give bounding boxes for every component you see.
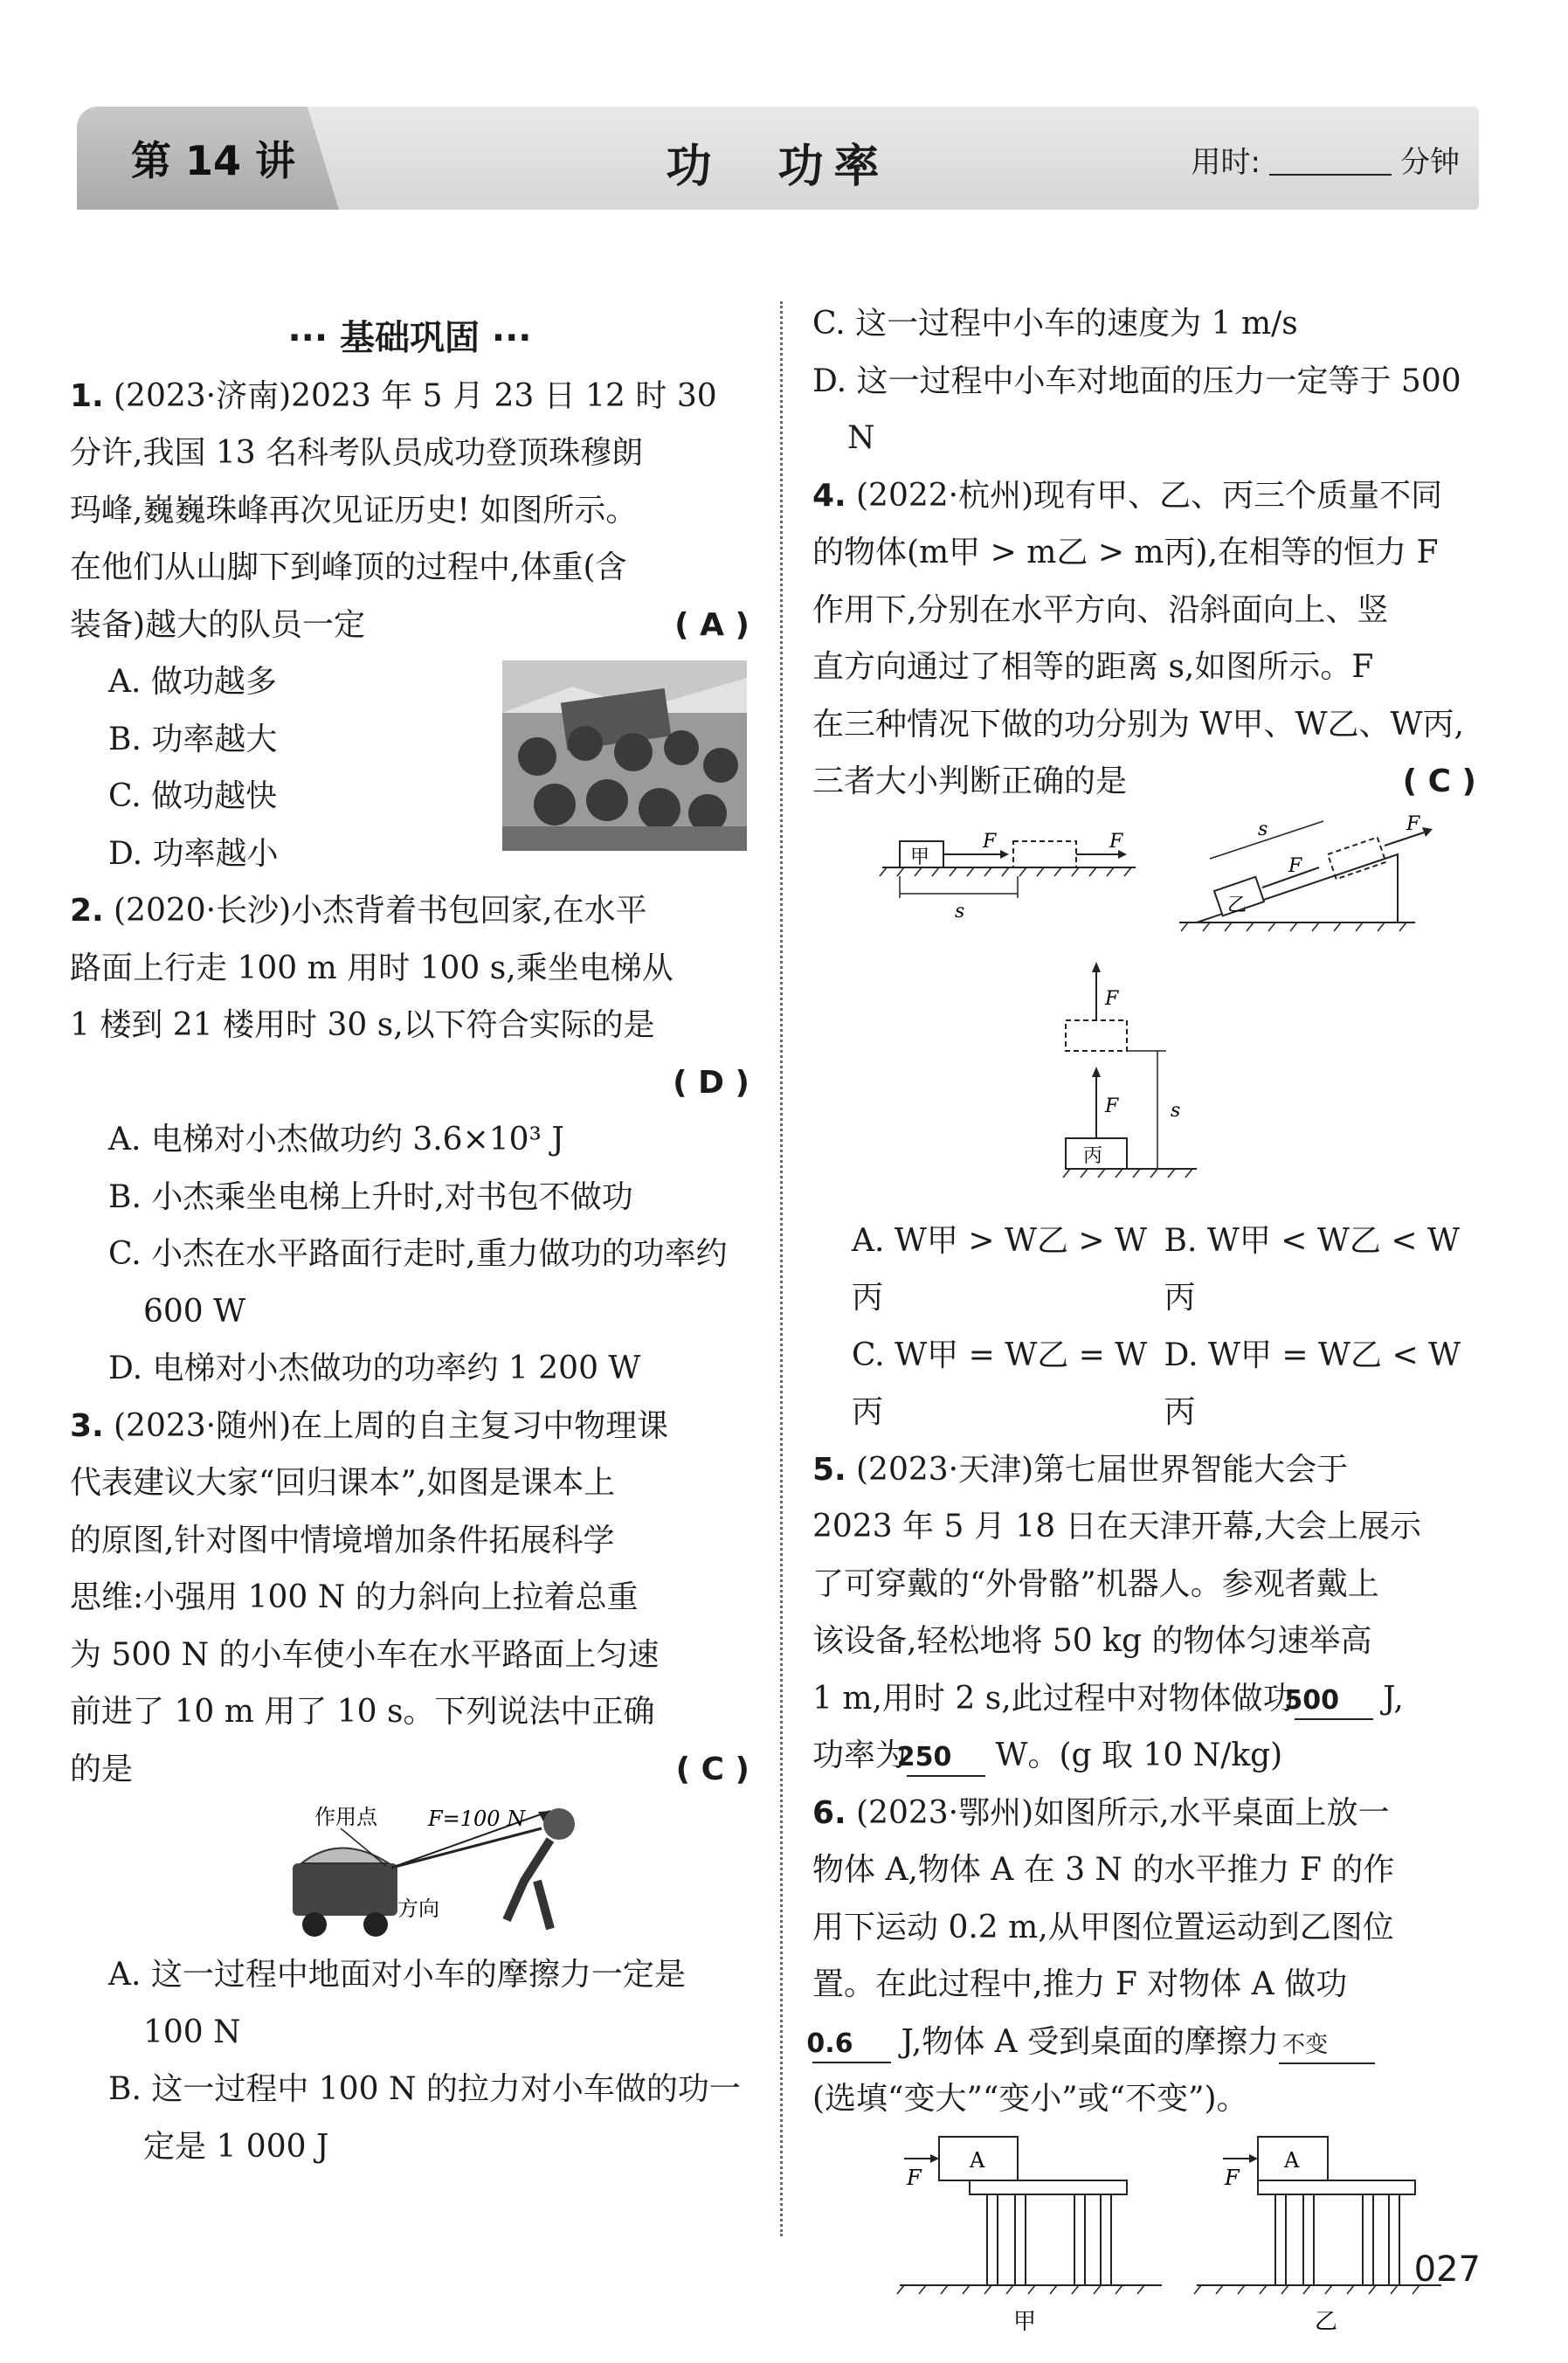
question-number: 1. bbox=[70, 377, 104, 414]
question-text: 玛峰,巍巍珠峰再次见证历史! 如图所示。 bbox=[70, 492, 638, 529]
question-text: 为 500 N 的小车使小车在水平路面上匀速 bbox=[70, 1636, 660, 1673]
option-c[interactable]: C. 做功越快 bbox=[108, 778, 278, 814]
question-text: (选填“变大”“变小”或“不变”)。 bbox=[812, 2081, 1248, 2117]
question-text: (2023·随州)在上周的自主复习中物理课 bbox=[114, 1407, 669, 1444]
question-text: 该设备,轻松地将 50 kg 的物体匀速举高 bbox=[812, 1623, 1372, 1659]
question-text: J,物体 A 受到桌面的摩擦力 bbox=[891, 2023, 1280, 2060]
fig-label-direction: 方向 bbox=[397, 1897, 439, 1921]
answer-choice: ( C ) bbox=[1402, 763, 1476, 799]
option-a[interactable]: A. W甲 > W乙 > W丙 bbox=[852, 1222, 1147, 1316]
answer-choice: ( D ) bbox=[673, 1064, 749, 1101]
question-text: W。(g 取 10 N/kg) bbox=[985, 1738, 1283, 1773]
label-bing: 丙 bbox=[1083, 1144, 1103, 1167]
label-A: A bbox=[970, 2147, 985, 2173]
question-number: 2. bbox=[70, 893, 104, 929]
answer-choice: ( A ) bbox=[674, 606, 749, 643]
question-text: 1 楼到 21 楼用时 30 s,以下符合实际的是 bbox=[70, 1007, 655, 1043]
option-b[interactable]: B. 小杰乘坐电梯上升时,对书包不做功 bbox=[108, 1178, 633, 1215]
label-jia: 甲 bbox=[1013, 2308, 1037, 2335]
option-c[interactable]: C. 这一过程中小车的速度为 1 m/s bbox=[812, 306, 1298, 342]
label-F: F bbox=[1288, 854, 1302, 877]
question-text: 1 m,用时 2 s,此过程中对物体做功 bbox=[812, 1680, 1295, 1717]
label-jia: 甲 bbox=[910, 846, 930, 868]
question-text: (2020·长沙)小杰背着书包回家,在水平 bbox=[114, 893, 647, 929]
question-number: 5. bbox=[812, 1451, 846, 1488]
right-column bbox=[806, 295, 1476, 2338]
label-s: s bbox=[1258, 818, 1268, 840]
question-6 bbox=[806, 1785, 1476, 2128]
question-text: 了可穿戴的“外骨骼”机器人。参观者戴上 bbox=[812, 1565, 1379, 1602]
question-text: J, bbox=[1372, 1680, 1404, 1717]
question-text: 思维:小强用 100 N 的力斜向上拉着总重 bbox=[70, 1579, 639, 1615]
time-unit: 分钟 bbox=[1400, 145, 1460, 180]
answer-blank-friction[interactable]: 不变 bbox=[1279, 2028, 1375, 2064]
table-push-figure bbox=[812, 2128, 1476, 2338]
question-text: 用下运动 0.2 m,从甲图位置运动到乙图位 bbox=[812, 1909, 1394, 1945]
question-text: 路面上行走 100 m 用时 100 s,乘坐电梯从 bbox=[70, 950, 673, 986]
answer-blank-power[interactable]: 250 bbox=[907, 1740, 985, 1777]
question-text: 功率为 bbox=[812, 1738, 908, 1773]
time-blank[interactable] bbox=[1269, 174, 1392, 176]
option-c[interactable]: C. 小杰在水平路面行走时,重力做功的功率约 600 W bbox=[108, 1236, 728, 1330]
q6-figure-block bbox=[812, 2128, 1476, 2338]
question-number: 4. bbox=[812, 477, 846, 514]
option-d[interactable]: D. 这一过程中小车对地面的压力一定等于 500 N bbox=[812, 363, 1461, 456]
label-F: F bbox=[983, 830, 997, 853]
q1-options-block bbox=[70, 653, 749, 882]
question-text: (2023·鄂州)如图所示,水平桌面上放一 bbox=[856, 1794, 1390, 1831]
question-3 bbox=[70, 1398, 749, 1799]
question-4 bbox=[812, 467, 1476, 811]
question-text: 三者大小判断正确的是 bbox=[812, 763, 1128, 799]
time-record bbox=[1192, 138, 1460, 181]
question-text: 的物体(m甲 > m乙 > m丙),在相等的恒力 F bbox=[812, 535, 1439, 570]
lesson-header bbox=[77, 107, 1479, 210]
left-column bbox=[70, 310, 749, 2175]
option-d[interactable]: D. 功率越小 bbox=[108, 835, 279, 872]
q3-figure-block bbox=[70, 1798, 749, 1946]
label-A: A bbox=[1284, 2147, 1300, 2173]
question-1 bbox=[70, 368, 749, 654]
q4-options-row-2 bbox=[812, 1327, 1476, 1441]
question-text: 前进了 10 m 用了 10 s。下列说法中正确 bbox=[70, 1694, 655, 1730]
option-c[interactable]: C. W甲 = W乙 = W丙 bbox=[852, 1337, 1148, 1430]
label-yi: 乙 bbox=[1227, 894, 1247, 916]
lesson-title: 功 功率 bbox=[666, 141, 890, 193]
time-label: 用时: bbox=[1191, 145, 1261, 180]
label-F: F bbox=[1109, 830, 1123, 853]
question-text: 的是 bbox=[70, 1751, 134, 1787]
label-F: F bbox=[1406, 812, 1420, 835]
option-a[interactable]: A. 这一过程中地面对小车的摩擦力一定是 100 N bbox=[108, 1957, 686, 2050]
column-divider bbox=[780, 301, 783, 2236]
answer-blank-work[interactable]: 0.6 bbox=[812, 2027, 891, 2063]
fig-label-force: F=100 N bbox=[428, 1807, 526, 1831]
option-b[interactable]: B. W甲 < W乙 < W丙 bbox=[1164, 1222, 1460, 1316]
page-number: 027 bbox=[1413, 2249, 1481, 2290]
question-text: 作用下,分别在水平方向、沿斜面向上、竖 bbox=[812, 591, 1389, 628]
option-a[interactable]: A. 做功越多 bbox=[108, 664, 277, 700]
work-diagram bbox=[812, 811, 1476, 1213]
label-s: s bbox=[1171, 1099, 1181, 1122]
label-F: F bbox=[1105, 1095, 1119, 1117]
answer-choice: ( C ) bbox=[675, 1751, 749, 1787]
label-yi: 乙 bbox=[1315, 2308, 1338, 2335]
section-title: ··· 基础巩固 ··· bbox=[287, 318, 532, 358]
option-d[interactable]: D. W甲 = W乙 < W丙 bbox=[1164, 1337, 1461, 1430]
question-text: 2023 年 5 月 18 日在天津开幕,大会上展示 bbox=[812, 1509, 1421, 1544]
everest-team-photo bbox=[502, 660, 747, 851]
question-text: 装备)越大的队员一定 bbox=[70, 606, 366, 643]
q4-figure-block bbox=[812, 811, 1476, 1213]
answer-blank-work[interactable]: 500 bbox=[1295, 1683, 1373, 1720]
label-F: F bbox=[907, 2165, 922, 2190]
question-text: 物体 A,物体 A 在 3 N 的水平推力 F 的作 bbox=[812, 1852, 1395, 1888]
option-a[interactable]: A. 电梯对小杰做功约 3.6×10³ J bbox=[108, 1122, 564, 1157]
question-text: 置。在此过程中,推力 F 对物体 A 做功 bbox=[812, 1966, 1348, 2002]
question-text: (2022·杭州)现有甲、乙、丙三个质量不同 bbox=[856, 477, 1443, 514]
question-text: (2023·天津)第七届世界智能大会于 bbox=[856, 1451, 1349, 1488]
question-number: 3. bbox=[70, 1407, 104, 1444]
question-number: 6. bbox=[812, 1794, 846, 1831]
fig-label-point: 作用点 bbox=[314, 1805, 377, 1829]
option-b[interactable]: B. 这一过程中 100 N 的拉力对小车做的功一定是 1 000 J bbox=[108, 2071, 741, 2165]
question-text: 在他们从山脚下到峰顶的过程中,体重(含 bbox=[70, 549, 627, 585]
option-d[interactable]: D. 电梯对小杰做功的功率约 1 200 W bbox=[108, 1351, 641, 1386]
cart-pull-figure bbox=[288, 1798, 603, 1946]
question-text: 直方向通过了相等的距离 s,如图所示。F bbox=[812, 649, 1374, 685]
q4-options-row-1 bbox=[812, 1213, 1476, 1327]
question-text: 的原图,针对图中情境增加条件拓展科学 bbox=[70, 1522, 615, 1558]
question-2 bbox=[70, 882, 749, 1111]
label-F: F bbox=[1225, 2165, 1240, 2190]
question-text: (2023·济南)2023 年 5 月 23 日 12 时 30 bbox=[114, 377, 717, 414]
label-F: F bbox=[1105, 987, 1119, 1010]
question-text: 分许,我国 13 名科考队员成功登顶珠穆朗 bbox=[70, 435, 644, 471]
question-text: 代表建议大家“回归课本”,如图是课本上 bbox=[70, 1465, 616, 1501]
option-b[interactable]: B. 功率越大 bbox=[108, 721, 278, 757]
question-5 bbox=[812, 1441, 1476, 1785]
question-text: 在三种情况下做的功分别为 W甲、W乙、W丙, bbox=[812, 706, 1464, 743]
label-s: s bbox=[955, 900, 965, 922]
lesson-number: 第 14 讲 bbox=[131, 137, 296, 184]
